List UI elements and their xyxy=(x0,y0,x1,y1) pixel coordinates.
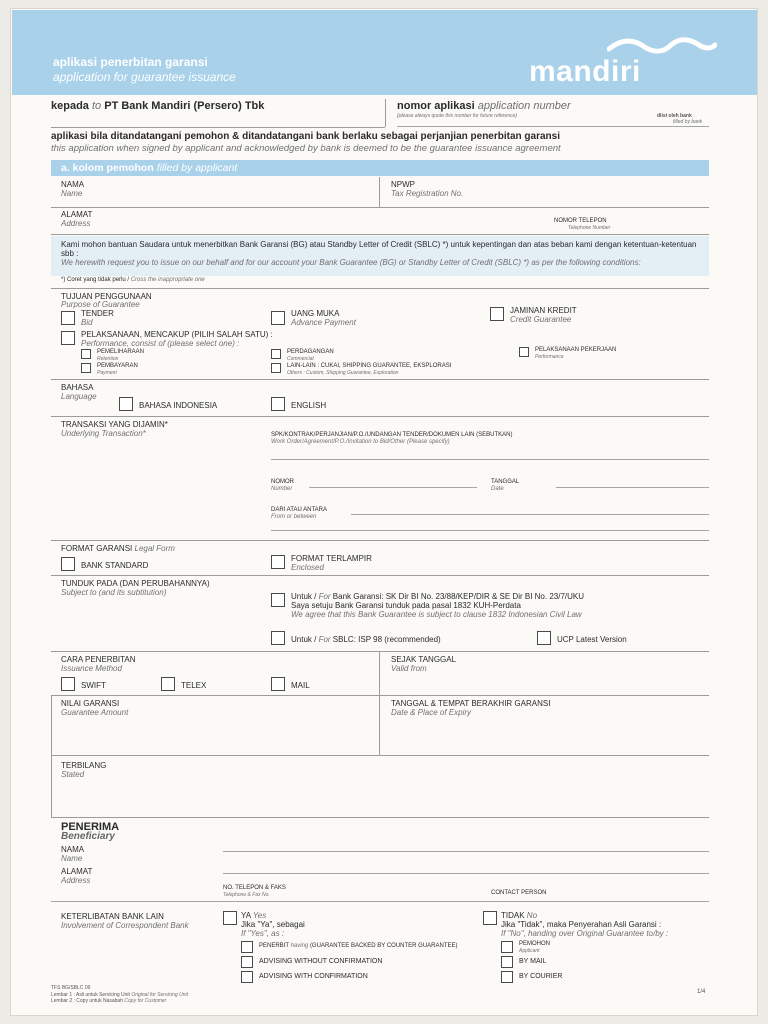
performance-checkbox[interactable] xyxy=(61,331,75,345)
retention-label: PEMELIHARAAN xyxy=(97,349,145,355)
date-field[interactable] xyxy=(556,487,709,488)
npwp-label: NPWP xyxy=(391,180,415,189)
agreement-text-id: aplikasi bila ditandatangani pemohon & ditandatangani bank berlaku sebagai perjanjian penerbitan garansi xyxy=(51,131,560,142)
correspondent-label: KETERLIBATAN BANK LAIN xyxy=(61,912,164,921)
date-label: TANGGAL xyxy=(491,479,520,485)
issuer-label: PENERBIT having (GUARANTEE BACKED BY COUNTER GUARANTEE) xyxy=(259,943,458,949)
coret-note: *) Coret yang tidak perlu / Cross the inappropriate one xyxy=(61,277,205,283)
application-number-field[interactable] xyxy=(397,126,709,127)
language-en: Language xyxy=(61,392,97,401)
advising-without-label: ADVISING WITHOUT CONFIRMATION xyxy=(259,958,383,965)
applicant-name-en: Name xyxy=(61,189,83,198)
by-courier-checkbox[interactable] xyxy=(501,971,513,983)
issuer-checkbox[interactable] xyxy=(241,941,253,953)
purpose-label: TUJUAN PENGGUNAAN xyxy=(61,292,152,301)
applicant-address-field[interactable] xyxy=(51,234,709,235)
credit-guarantee-checkbox[interactable] xyxy=(490,307,504,321)
performance-work-checkbox[interactable] xyxy=(519,347,529,357)
form-title-id: aplikasi penerbitan garansi xyxy=(53,55,208,69)
retention-checkbox[interactable] xyxy=(81,349,91,359)
issuance-method-label: CARA PENERBITAN xyxy=(61,655,136,664)
payment-label: PEMBAYARAN xyxy=(97,363,138,369)
advance-payment-checkbox[interactable] xyxy=(271,311,285,325)
english-label: ENGLISH xyxy=(291,401,327,410)
advance-payment-label: UANG MUKA xyxy=(291,309,340,318)
telephone-en: Telephone Number xyxy=(568,225,611,231)
form-code: TFS BG/SBLC 09 xyxy=(51,985,91,991)
advising-with-checkbox[interactable] xyxy=(241,971,253,983)
telephone-label: NOMOR TELEPON xyxy=(554,218,607,224)
expiry-label: TANGGAL & TEMPAT BERAKHIR GARANSI xyxy=(391,699,551,708)
no-checkbox[interactable] xyxy=(483,911,497,925)
performance-work-en: Performance xyxy=(535,354,564,360)
performance-work-label: PELAKSANAAN PEKERJAAN xyxy=(535,347,617,353)
no-note-en: If "No", handing over Original Guarantee to/by : xyxy=(501,929,669,938)
applicant-address-en: Address xyxy=(61,219,91,228)
number-label: NOMOR xyxy=(271,479,294,485)
credit-guarantee-label: JAMINAN KREDIT xyxy=(510,306,577,315)
ucp-checkbox[interactable] xyxy=(537,631,551,645)
bg-agree-label: Saya setuju Bank Garansi tunduk pada pasal 1832 KUH-Perdata xyxy=(291,601,521,610)
application-number-note: (please always quote this number for future reference) xyxy=(397,113,518,119)
guarantee-amount-field[interactable] xyxy=(51,755,709,756)
transaction-label: TRANSAKSI YANG DIJAMIN* xyxy=(61,420,168,429)
commercial-en: Commercial xyxy=(287,356,314,362)
advising-without-checkbox[interactable] xyxy=(241,956,253,968)
section-a-title: a. kolom pemohon filled by applicant xyxy=(61,162,238,174)
request-text-en: We herewith request you to issue on our behalf and for our account your Bank Guarantee (BG) or Standby Letter of Credit (SBLC) *) as per the following conditions: xyxy=(61,258,641,267)
form-title-en: application for guarantee issuance xyxy=(53,70,236,84)
retention-en: Retention xyxy=(97,356,119,362)
swift-checkbox[interactable] xyxy=(61,677,75,691)
beneficiary-title: PENERIMA xyxy=(61,821,120,833)
work-order-field[interactable] xyxy=(271,459,709,460)
stated-en: Stated xyxy=(61,770,85,779)
no-label: TIDAK No xyxy=(501,911,538,920)
mandiri-wave-logo-icon xyxy=(607,35,717,57)
addressee: kepada to PT Bank Mandiri (Persero) Tbk xyxy=(51,100,265,112)
applicant-handover-checkbox[interactable] xyxy=(501,941,513,953)
from-field[interactable] xyxy=(351,514,709,515)
tender-label: TENDER xyxy=(81,309,114,318)
page-number: 1/4 xyxy=(697,989,706,995)
stated-label: TERBILANG xyxy=(61,761,107,770)
ucp-label: UCP Latest Version xyxy=(557,635,627,644)
from-en: From or between xyxy=(271,514,317,520)
yes-note: Jika "Ya", sebagai xyxy=(241,920,305,929)
beneficiary-address-label: ALAMAT xyxy=(61,867,93,876)
applicant-handover-en: Applicant xyxy=(519,948,540,954)
telex-label: TELEX xyxy=(181,681,207,690)
beneficiary-address-field[interactable] xyxy=(223,873,709,874)
others-label: LAIN-LAIN : CUKAI, SHIPPING GUARANTEE, EKSPLORASI xyxy=(287,363,452,369)
swift-label: SWIFT xyxy=(81,681,106,690)
beneficiary-name-en: Name xyxy=(61,854,83,863)
tender-en: Bid xyxy=(81,318,93,327)
filled-by-bank-en: filled by bank xyxy=(673,119,703,125)
request-text-id: Kami mohon bantuan Saudara untuk menerbitkan Bank Garansi (BG) atau Standby Letter of Credit (SBLC) *) untuk kepentingan dan atas beban kami dengan ketentuan-ketentuan sbb : xyxy=(61,240,697,258)
subject-to-en: Subject to (and its subtitution) xyxy=(61,588,167,597)
sblc-isp98-label: Untuk / For SBLC: ISP 98 (recommended) xyxy=(291,635,441,644)
performance-label: PELAKSANAAN, MENCAKUP (PILIH SALAH SATU) : xyxy=(81,330,273,339)
application-form xyxy=(10,8,758,1016)
applicant-name-field[interactable] xyxy=(51,207,379,208)
payment-checkbox[interactable] xyxy=(81,363,91,373)
performance-en: Performance, consist of (please select one) : xyxy=(81,339,240,348)
npwp-en: Tax Registration No. xyxy=(391,189,464,198)
applicant-handover-label: PEMOHON xyxy=(519,941,551,947)
purpose-en: Purpose of Guarantee xyxy=(61,300,140,309)
payment-en: Payment xyxy=(97,370,117,376)
by-mail-label: BY MAIL xyxy=(519,958,547,965)
footer-sheet-2: Lembar 2 : Copy untuk Nasabah Copy for Customer xyxy=(51,998,167,1004)
transaction-en: Underlying Transaction* xyxy=(61,429,146,438)
brand-logo: mandiri xyxy=(529,55,641,88)
bank-standard-label: BANK STANDARD xyxy=(81,561,149,570)
valid-from-label: SEJAK TANGGAL xyxy=(391,655,457,664)
stated-field[interactable] xyxy=(51,817,709,818)
language-label: BAHASA xyxy=(61,383,94,392)
bahasa-indonesia-label: BAHASA INDONESIA xyxy=(139,401,218,410)
filled-by-bank-label: diisi oleh bank xyxy=(657,113,692,119)
mail-checkbox[interactable] xyxy=(271,677,285,691)
enclosed-label: FORMAT TERLAMPIR xyxy=(291,554,372,563)
bank-standard-checkbox[interactable] xyxy=(61,557,75,571)
yes-label: YA Yes xyxy=(241,911,267,920)
others-en: Others : Custom, Shipping Guarantee, Exploration xyxy=(287,370,399,376)
beneficiary-name-field[interactable] xyxy=(223,851,709,852)
enclosed-en: Enclosed xyxy=(291,563,324,572)
enclosed-checkbox[interactable] xyxy=(271,555,285,569)
npwp-field[interactable] xyxy=(379,207,709,208)
yes-note-en: If "Yes", as : xyxy=(241,929,285,938)
advising-with-label: ADVISING WITH CONFIRMATION xyxy=(259,973,368,980)
beneficiary-phone-label: NO. TELEPON & FAKS xyxy=(223,885,286,891)
from-label: DARI ATAU ANTARA xyxy=(271,507,328,513)
from-field-2[interactable] xyxy=(271,530,709,531)
footer-sheet-1: Lembar 1 : Asli untuk Servicing Unit Original for Servicing Unit xyxy=(51,992,189,998)
commercial-label: PERDAGANGAN xyxy=(287,349,334,355)
no-note: Jika "Tidak", maka Penyerahan Asli Garansi : xyxy=(501,920,662,929)
agreement-text-en: this application when signed by applicant and acknowledged by bank is deemed to be the guarantee issuance agreement xyxy=(51,143,561,154)
issuance-method-en: Issuance Method xyxy=(61,664,122,673)
others-checkbox[interactable] xyxy=(271,363,281,373)
bg-agree-en: We agree that this Bank Guarantee is subject to clause 1832 Indonesian Civil Law xyxy=(291,610,582,619)
correspondent-en: Involvement of Correspondent Bank xyxy=(61,921,189,930)
yes-checkbox[interactable] xyxy=(223,911,237,925)
sblc-isp98-checkbox[interactable] xyxy=(271,631,285,645)
beneficiary-phone-en: Telephone & Fax No. xyxy=(223,892,270,898)
by-courier-label: BY COURIER xyxy=(519,973,563,980)
beneficiary-name-label: NAMA xyxy=(61,845,85,854)
number-field[interactable] xyxy=(309,487,477,488)
credit-guarantee-en: Credit Guarantee xyxy=(510,315,572,324)
date-en: Date xyxy=(491,486,504,492)
applicant-name-label: NAMA xyxy=(61,180,85,189)
work-order-label: SPK/KONTRAK/PERJANJIAN/P.O./UNDANGAN TENDER/DOKUMEN LAIN (SEBUTKAN) xyxy=(271,432,513,438)
applicant-address-label: ALAMAT xyxy=(61,210,93,219)
beneficiary-title-en: Beneficiary xyxy=(61,831,115,842)
bg-regulation-checkbox[interactable] xyxy=(271,593,285,607)
valid-from-en: Valid from xyxy=(391,664,427,673)
application-number-label: nomor aplikasi application number xyxy=(397,100,571,112)
guarantee-amount-en: Guarantee Amount xyxy=(61,708,129,717)
legal-form-label: FORMAT GARANSI Legal Form xyxy=(61,544,175,553)
commercial-checkbox[interactable] xyxy=(271,349,281,359)
by-mail-checkbox[interactable] xyxy=(501,956,513,968)
beneficiary-phone-field[interactable] xyxy=(51,901,709,902)
telex-checkbox[interactable] xyxy=(161,677,175,691)
beneficiary-address-en: Address xyxy=(61,876,91,885)
expiry-en: Date & Place of Expiry xyxy=(391,708,472,717)
tender-checkbox[interactable] xyxy=(61,311,75,325)
bg-regulation-label: Untuk / For Bank Garansi: SK Dir BI No. 23/88/KEP/DIR & SE Dir BI No. 23/7/UKU xyxy=(291,592,585,601)
work-order-en: Work Order/Agreement/P.O./Invitation to Bid/Other (Please specify) xyxy=(271,439,450,445)
subject-to-label: TUNDUK PADA (DAN PERUBAHANNYA) xyxy=(61,579,210,588)
number-en: Number xyxy=(271,486,293,492)
guarantee-amount-label: NILAI GARANSI xyxy=(61,699,120,708)
contact-person-label: CONTACT PERSON xyxy=(491,890,547,896)
english-checkbox[interactable] xyxy=(271,397,285,411)
mail-label: MAIL xyxy=(291,681,310,690)
advance-payment-en: Advance Payment xyxy=(291,318,356,327)
bahasa-indonesia-checkbox[interactable] xyxy=(119,397,133,411)
